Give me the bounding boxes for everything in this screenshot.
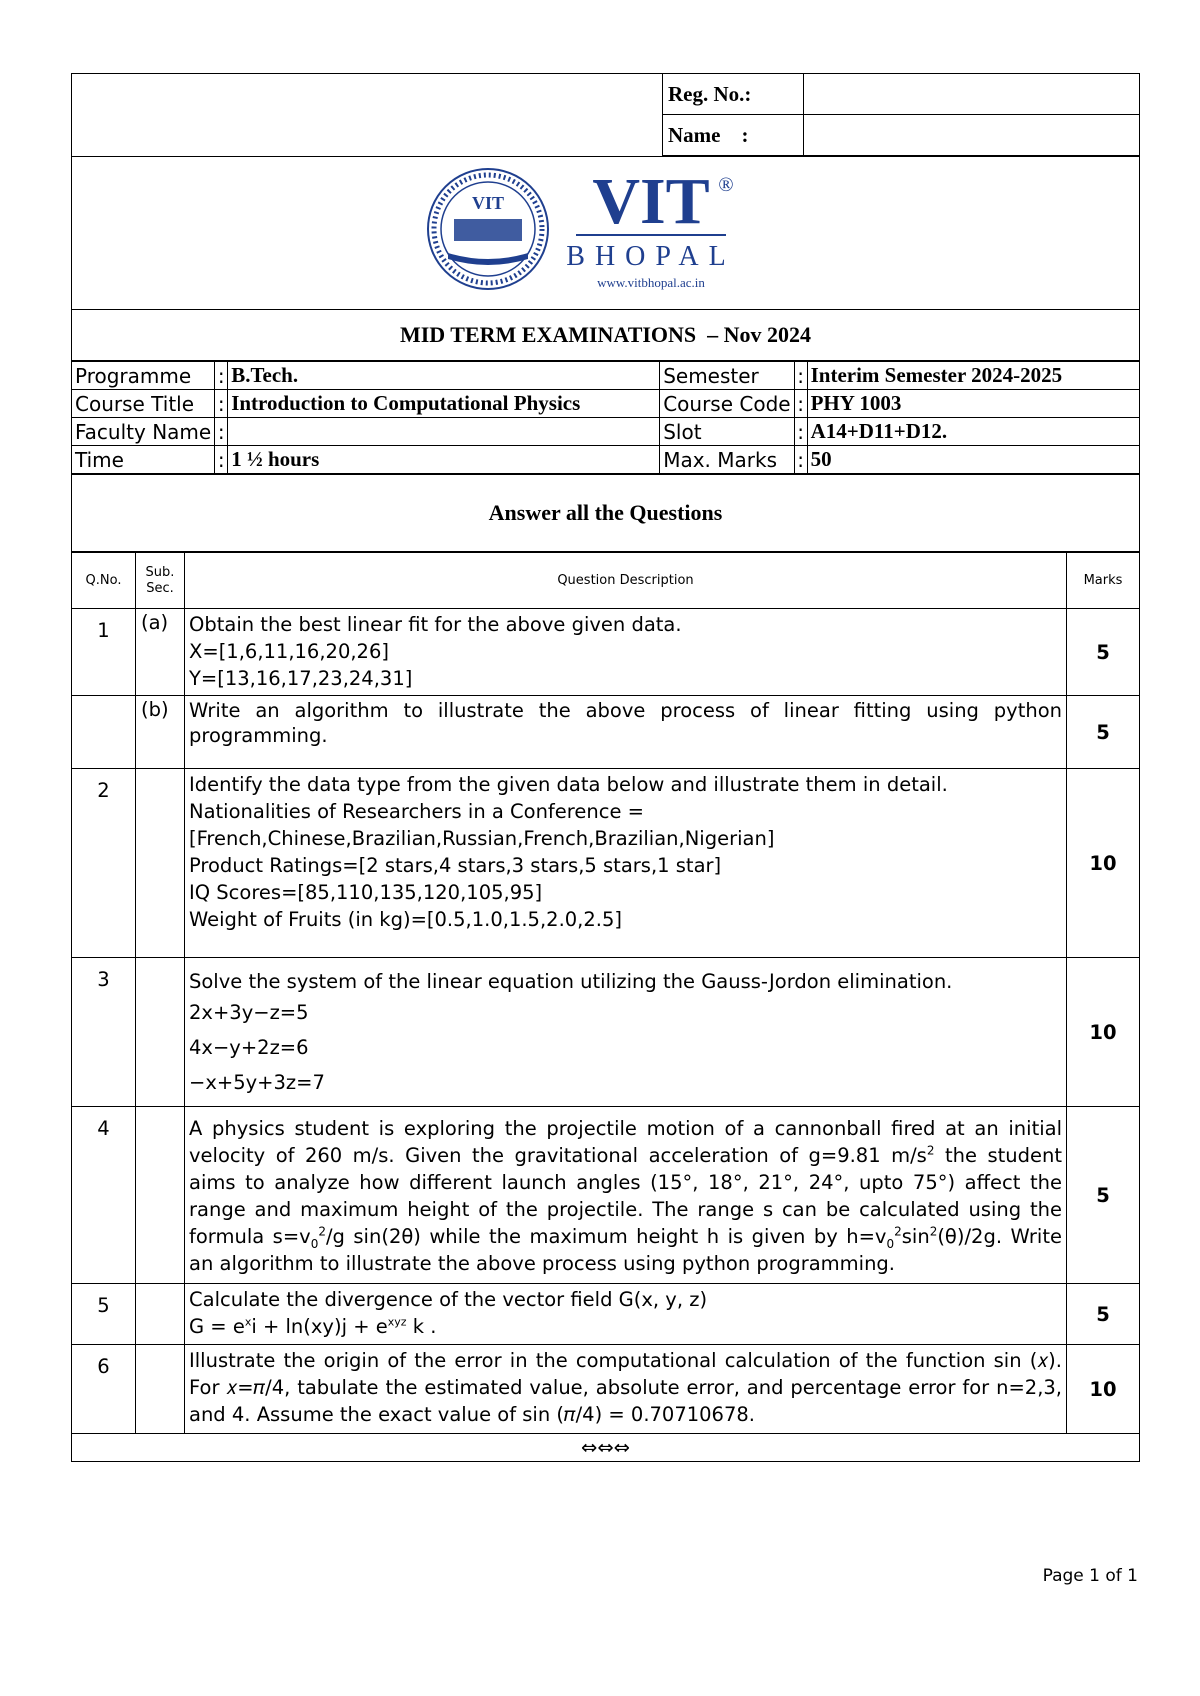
equation: −x+5y+3z=7 [189, 1071, 325, 1094]
semester-label: Semester [660, 362, 794, 390]
colon: : [215, 446, 228, 474]
question-marks: 5 [1067, 1284, 1140, 1345]
sub-section: (b) [136, 696, 185, 769]
blank-header-cell [72, 74, 663, 156]
exam-title: MID TERM EXAMINATIONS – Nov 2024 [72, 310, 1140, 361]
table-row [72, 696, 1140, 769]
question-marks: 10 [1067, 769, 1140, 958]
time-value: 1 ½ hours [228, 446, 660, 474]
question-description: A physics student is exploring the projectile motion of a cannonball fired at an initial velocity of 260 m/s. Given the gravitational acceleration of g=9.81 $m/s^2$ the student aims to analyze how different launch angles (15°, 18°, 21°, 24°, upto 75°) affect the range and maximum height of the projectile. The range s can be calculated using the formula $s=v_0^2/g$ sin(2θ) while the maximum height h is given by $h=v_0^2\sin^2(\theta)/2g$. Write an algorithm to illustrate the above process using python programming. [185, 1107, 1067, 1284]
question-number: 6 [72, 1345, 136, 1434]
reg-no-label: Reg. No.: [663, 74, 804, 115]
colon: : [215, 418, 228, 446]
course-title-value: Introduction to Computational Physics [228, 390, 660, 418]
page-number: Page 1 of 1 [1042, 1566, 1138, 1586]
table-row [72, 1284, 1140, 1345]
logo-title-table [71, 156, 1140, 361]
semester-value: Interim Semester 2024-2025 [807, 362, 1139, 390]
programme-label: Programme [72, 362, 215, 390]
question-description: Identify the data type from the given data below and illustrate them in detail. Nationalities of Researchers in a Conference = [French,Chinese,Brazilian,Russian,French,Brazilian,Nigerian] Product Ratings=[2 stars,4 stars,3 stars,5 stars,1 star] IQ Scores=[85,110,135,120,105,95] Weight of Fruits (in kg)=[0.5,1.0,1.5,2.0,2.5] [185, 769, 1067, 958]
colon: : [794, 418, 807, 446]
question-number: 1 [72, 609, 136, 696]
question-number: 2 [72, 769, 136, 958]
question-description: Illustrate the origin of the error in the computational calculation of the function sin (𝑥). For 𝑥=𝜋/4, tabulate the estimated value, absolute error, and percentage error for n=2,3, and 4. Assume the exact value of sin (𝜋/4) = 0.70710678. [185, 1345, 1067, 1434]
sub-section [136, 1345, 185, 1434]
question-number: 4 [72, 1107, 136, 1284]
colon: : [794, 446, 807, 474]
table-row [72, 769, 1140, 958]
slot-label: Slot [660, 418, 794, 446]
name-field[interactable] [804, 115, 1140, 156]
max-marks-value: 50 [807, 446, 1139, 474]
sub-section [136, 769, 185, 958]
equation: 4x−y+2z=6 [189, 1036, 309, 1059]
time-label: Time [72, 446, 215, 474]
seal-text: VIT [471, 192, 504, 213]
question-number: 3 [72, 958, 136, 1107]
vit-seal-icon [428, 169, 548, 289]
question-marks: 5 [1067, 696, 1140, 769]
instruction-table [71, 474, 1140, 552]
questions-table [71, 552, 1140, 1462]
reg-no-field[interactable] [804, 74, 1140, 115]
end-marker: ⇔⇔⇔ [72, 1434, 1140, 1462]
table-row [72, 609, 1140, 696]
question-number [72, 696, 136, 769]
question-description: Obtain the best linear fit for the above given data. X=[1,6,11,16,20,26] Y=[13,16,17,23,24,31] [185, 609, 1067, 696]
programme-value: B.Tech. [228, 362, 660, 390]
equation: 2x+3y−z=5 [189, 1001, 309, 1024]
question-description: Calculate the divergence of the vector field G(x, y, z) $G = e^xi + \ln(xy)j + e^{xyz}$ k . [185, 1284, 1067, 1345]
student-id-table [71, 73, 1140, 156]
question-description: Write an algorithm to illustrate the above process of linear fitting using python programming. [185, 696, 1067, 769]
city-text: BHOPAL [565, 240, 736, 272]
logo-cell [72, 157, 1140, 310]
question-marks: 5 [1067, 609, 1140, 696]
header-description: Question Description [185, 553, 1067, 609]
table-row [72, 958, 1140, 1107]
table-row [72, 1107, 1140, 1284]
table-row [72, 1345, 1140, 1434]
course-code-value: PHY 1003 [807, 390, 1139, 418]
question-number: 5 [72, 1284, 136, 1345]
question-marks: 10 [1067, 1345, 1140, 1434]
header-qno: Q.No. [72, 553, 136, 609]
sub-section [136, 1284, 185, 1345]
colon: : [794, 390, 807, 418]
course-code-label: Course Code [660, 390, 794, 418]
sub-section [136, 1107, 185, 1284]
exam-sheet [71, 73, 1140, 1462]
sub-section [136, 958, 185, 1107]
vit-bhopal-logo [426, 161, 786, 301]
brand-text: VIT [591, 164, 710, 238]
question-marks: 10 [1067, 958, 1140, 1107]
name-label: Name : [663, 115, 804, 156]
header-marks: Marks [1067, 553, 1140, 609]
header-subsec: Sub. Sec. [136, 553, 185, 609]
instruction-text: Answer all the Questions [72, 475, 1140, 552]
course-title-label: Course Title [72, 390, 215, 418]
question-description: Solve the system of the linear equation utilizing the Gauss-Jordon elimination. 2x+3y−z=5 4x−y+2z=6 −x+5y+3z=7 [185, 958, 1067, 1107]
colon: : [794, 362, 807, 390]
table-header-row [72, 553, 1140, 609]
registered-mark: ® [717, 173, 734, 196]
course-info-table [71, 361, 1140, 474]
max-marks-label: Max. Marks [660, 446, 794, 474]
website-text: www.vitbhopal.ac.in [596, 274, 705, 290]
colon: : [215, 362, 228, 390]
end-row [72, 1434, 1140, 1462]
faculty-label: Faculty Name [72, 418, 215, 446]
faculty-value [228, 418, 660, 446]
question-marks: 5 [1067, 1107, 1140, 1284]
sub-section: (a) [136, 609, 185, 696]
slot-value: A14+D11+D12. [807, 418, 1139, 446]
colon: : [215, 390, 228, 418]
